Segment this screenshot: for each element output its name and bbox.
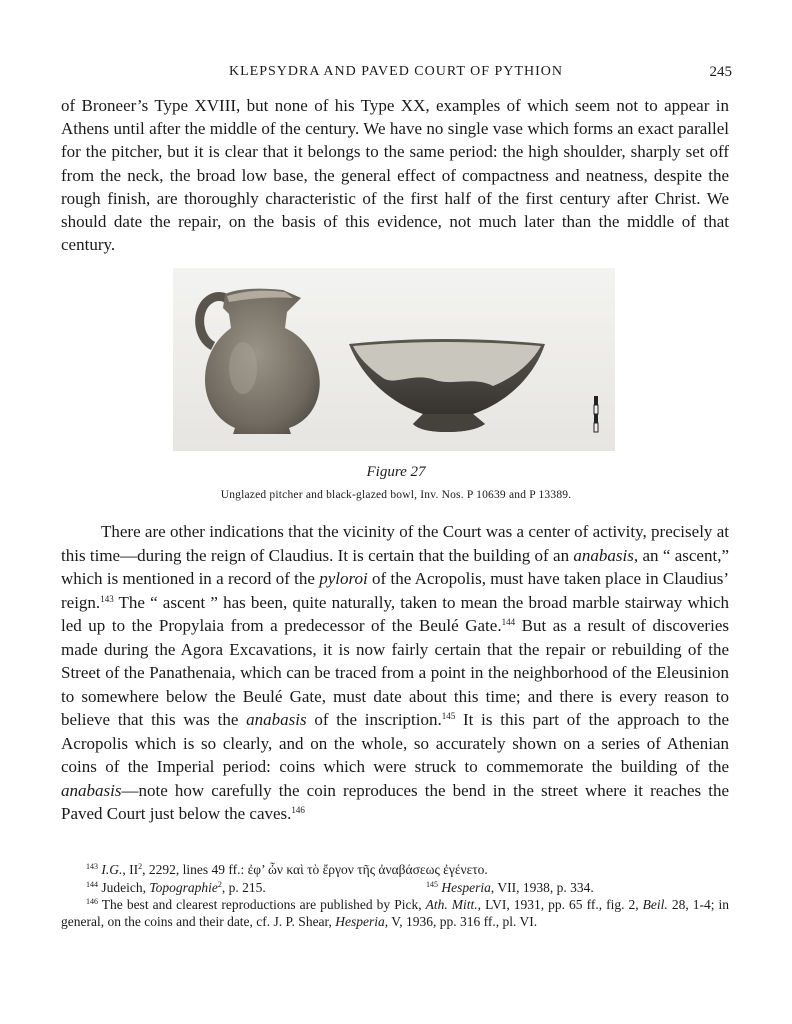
- para2-text: There are other indications that the vicinity of the Court was a center of activity, precisely at this time—during the reign of Claudius. It is certain that the building of an: [61, 522, 729, 565]
- para2-text: But as a result of discoveries made during the Agora Excavations, it is now fairly certain that the repair or rebuilding of the Street of the Panathenaia, which can be traced from a point in the neighborhood of the Eleusinion to somewhere below the Beulé Gate, must date about this time; and there is every reason to believe that this was the: [61, 616, 729, 729]
- term-anabasis: anabasis: [246, 710, 307, 729]
- running-title: KLEPSYDRA AND PAVED COURT OF PYTHION: [228, 64, 563, 79]
- footnote-source: Hesperia: [441, 879, 491, 895]
- para2-text: , an “ ascent,” which is mentioned in a record of the: [61, 545, 729, 588]
- para2-text: —note how carefully the coin reproduces the bend in the street where it reaches the Paved Court just below the caves.: [61, 780, 729, 823]
- paragraph-1: of Broneer’s Type XVIII, but none of his Type XX, examples of which seem not to appear in Athens until after the middle of the century. We have no single vase which forms an exact parallel for the pitcher, but it is clear that it belongs to the same period: the high shoulder, sharply set off from the neck, the broad low base, the general effect of compactness and neatness, despite the rough finish, are thoroughly characteristic of the first half of the first century after Christ. We should date the repair, on the basis of this evidence, not much later than the middle of that century.: [61, 96, 729, 255]
- footnote-text: , p. 215.: [221, 879, 266, 895]
- footnote-number: 143: [86, 862, 98, 871]
- footnote-145: [426, 880, 594, 897]
- footnote-text: , II: [122, 862, 139, 877]
- para2-text: of the inscription.: [306, 710, 442, 729]
- running-head: [60, 64, 732, 86]
- footnote-edition-sup: 2: [217, 879, 222, 889]
- footnote-144: [86, 880, 426, 897]
- footnote-ref-143[interactable]: 143: [100, 593, 114, 604]
- pottery-photo-graphic: [173, 268, 615, 451]
- footnote-text: , LVI, 1931, pp. 65 ff., fig. 2,: [477, 897, 643, 912]
- footnote-number: 145: [426, 879, 438, 889]
- figure-27-photo: [173, 268, 615, 451]
- para2-text: of the Acropolis, must have taken place in Claudius’ reign.: [61, 569, 729, 612]
- footnote-ref-146[interactable]: 146: [291, 805, 305, 815]
- footnote-source: Ath. Mitt.: [425, 897, 478, 912]
- footnotes: [61, 862, 729, 931]
- footnote-source: Hesperia: [335, 913, 385, 929]
- footnote-edition-sup: 2: [138, 862, 143, 871]
- footnote-text: , V, 1936, pp. 316 ff., pl. VI.: [384, 913, 538, 929]
- paragraph-2: [61, 520, 729, 826]
- footnote-text: 28, 1-4; in general, on the coins and their date, cf. J. P. Shear,: [61, 897, 730, 929]
- term-anabasis: anabasis: [61, 780, 122, 800]
- footnote-ref-145[interactable]: 145: [441, 711, 456, 721]
- footnote-text: , VII, 1938, p. 334.: [490, 879, 594, 895]
- figure-caption: Unglazed pitcher and black-glazed bowl, Inv. Nos. P 10639 and P 13389.: [220, 489, 572, 501]
- footnote-146: [61, 897, 729, 930]
- footnote-text: The best and clearest reproductions are published by Pick,: [101, 897, 426, 912]
- term-anabasis: anabasis: [573, 545, 634, 565]
- footnote-text: , 2292, lines 49 ff.: ἐφ’ ὧν καὶ τὸ ἔργον τῆς ἀναβάσεως ἐγένετο.: [142, 862, 488, 877]
- footnote-source: Beil.: [642, 897, 668, 912]
- footnote-number: 144: [86, 879, 98, 889]
- footnote-text: Judeich,: [101, 879, 150, 895]
- footnote-source: I.G.: [101, 862, 123, 877]
- term-pyloroi: pyloroi: [319, 569, 368, 588]
- scale-bar: [594, 396, 598, 432]
- para2-text: It is this part of the approach to the Acropolis which is so clearly, and on the whole, so accurately shown on a series of Athenian coins of the Imperial period: coins which were struck to commemorate the building of the: [61, 710, 729, 776]
- footnote-row: [61, 880, 729, 897]
- footnote-number: 146: [86, 897, 98, 906]
- footnote-source: Topographie: [149, 879, 218, 895]
- page-number: 245: [709, 64, 732, 80]
- footnote-143: [61, 862, 729, 879]
- footnote-ref-144[interactable]: 144: [501, 617, 516, 627]
- figure-label: Figure 27: [366, 464, 426, 480]
- para2-text: The “ ascent ” has been, quite naturally, taken to mean the broad marble stairway which led up to the Propylaia from a predecessor of the Beulé Gate.: [61, 592, 729, 635]
